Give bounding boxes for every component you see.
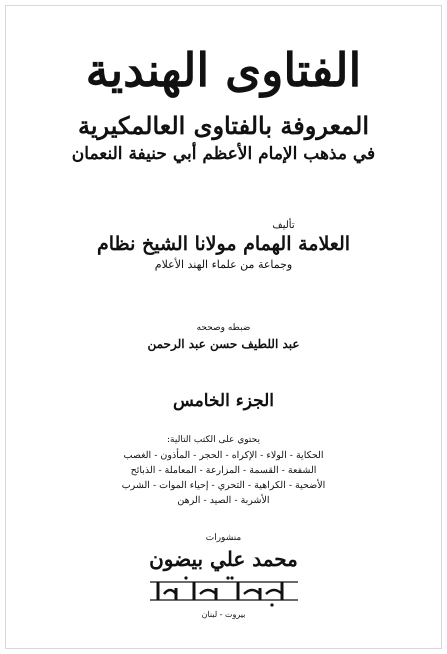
publisher-logo	[0, 574, 447, 608]
editor-name: عبد اللطيف حسن عبد الرحمن	[147, 337, 300, 351]
publisher-person: محمد علي بيضون	[149, 547, 298, 571]
book-subtitle: المعروفة بالفتاوى العالمكيرية	[77, 111, 370, 140]
volume-label: الجزء الخامس	[172, 391, 274, 411]
books-list	[0, 448, 447, 508]
school-line: في مذهب الإمام الأعظم أبي حنيفة النعمان	[71, 144, 376, 164]
authorship-label: تأليف	[272, 220, 295, 231]
contents-label: يحتوي على الكتب التالية:	[167, 435, 260, 445]
publisher-logo-mark	[144, 574, 304, 608]
publisher-city: بيروت - لبنان	[201, 610, 246, 619]
list-item: الشفعة - القسمة - المزارعة - المعاملة - الذبائح	[130, 465, 317, 476]
author-name: العلامة الهمام مولانا الشيخ نظام	[96, 233, 351, 255]
publications-label: منشورات	[205, 533, 242, 543]
author-group: وجماعة من علماء الهند الأعلام	[154, 258, 293, 271]
list-item: الأضحية - الكراهية - التحري - إحياء الموات - الشرب	[121, 480, 326, 491]
book-title: الفتاوى الهندية	[85, 43, 362, 97]
list-item: الحكاية - الولاء - الإكراه - الحجر - المأذون - الغصب	[123, 450, 324, 461]
editor-label: ضبطه وصححه	[196, 323, 251, 333]
list-item: الأشربة - الصيد - الرهن	[177, 495, 270, 506]
